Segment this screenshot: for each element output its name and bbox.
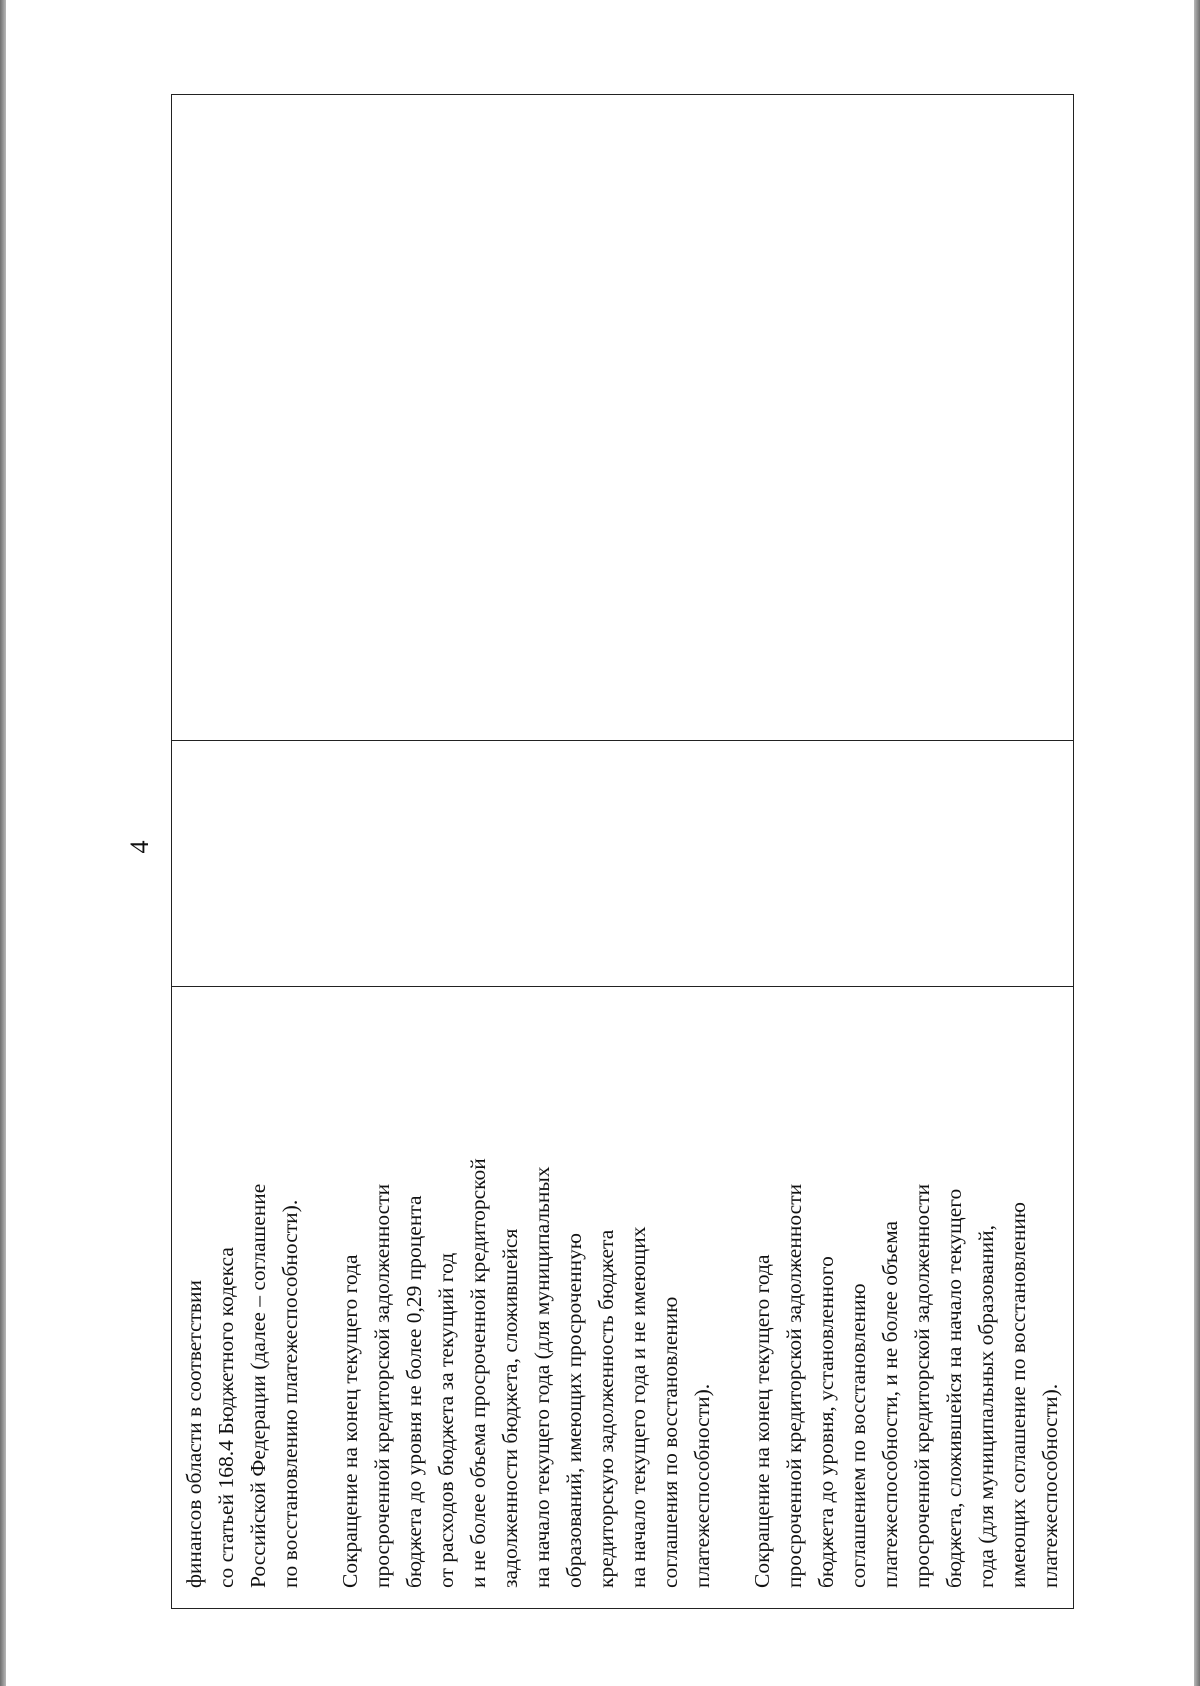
- page-number: 4: [125, 840, 154, 854]
- table-divider-lower: [172, 986, 1073, 987]
- text-line: финансов области в соответствии: [182, 1279, 206, 1588]
- text-line: года (для муниципальных образований,: [974, 1225, 998, 1588]
- text-line: Сокращение на конец текущего года: [338, 1254, 362, 1588]
- text-line: задолженности бюджета, сложившейся: [498, 1228, 522, 1588]
- text-line: просроченной кредиторской задолженности: [910, 1183, 934, 1588]
- text-line: кредиторскую задолженность бюджета: [594, 1229, 618, 1588]
- text-line: по восстановлению платежеспособности).: [278, 1199, 302, 1588]
- text-line: соглашения по восстановлению: [658, 1296, 682, 1588]
- text-line: имеющих соглашение по восстановлению: [1006, 1202, 1030, 1588]
- text-cell-content: [178, 988, 1066, 1588]
- text-line: со статьей 168.4 Бюджетного кодекса: [214, 1247, 238, 1588]
- text-line: на начало текущего года и не имеющих: [626, 1226, 650, 1588]
- text-line: бюджета, сложившейся на начало текущего: [942, 1188, 966, 1588]
- text-line: бюджета до уровня не более 0,29 процента: [402, 1195, 426, 1588]
- text-line: от расходов бюджета за текущий год: [434, 1252, 458, 1588]
- text-line: Российской Федерации (далее – соглашение: [246, 1183, 270, 1588]
- paragraph-block1: [178, 988, 306, 1588]
- scan-edge-left: [0, 0, 6, 1686]
- text-line: и не более объема просроченной кредиторской: [466, 1158, 490, 1588]
- scan-edge-right: [1194, 0, 1200, 1686]
- text-line: платежеспособности).: [1038, 1383, 1062, 1588]
- text-cell: [178, 988, 1078, 1588]
- paragraph-block3: [746, 988, 1066, 1588]
- text-line: бюджета до уровня, установленного: [814, 1256, 838, 1588]
- text-line: соглашением по восстановлению: [846, 1283, 870, 1588]
- text-line: на начало текущего года (для муниципальных: [530, 1166, 554, 1588]
- text-line: Сокращение на конец текущего года: [750, 1254, 774, 1588]
- text-line: просроченной кредиторской задолженности: [782, 1183, 806, 1588]
- paragraph-block2: [334, 988, 718, 1588]
- table-divider-upper: [172, 740, 1073, 741]
- text-line: просроченной кредиторской задолженности: [370, 1183, 394, 1588]
- text-line: платежеспособности).: [690, 1383, 714, 1588]
- text-line: образований, имеющих просроченную: [562, 1233, 586, 1588]
- text-line: платежеспособности, и не более объема: [878, 1220, 902, 1588]
